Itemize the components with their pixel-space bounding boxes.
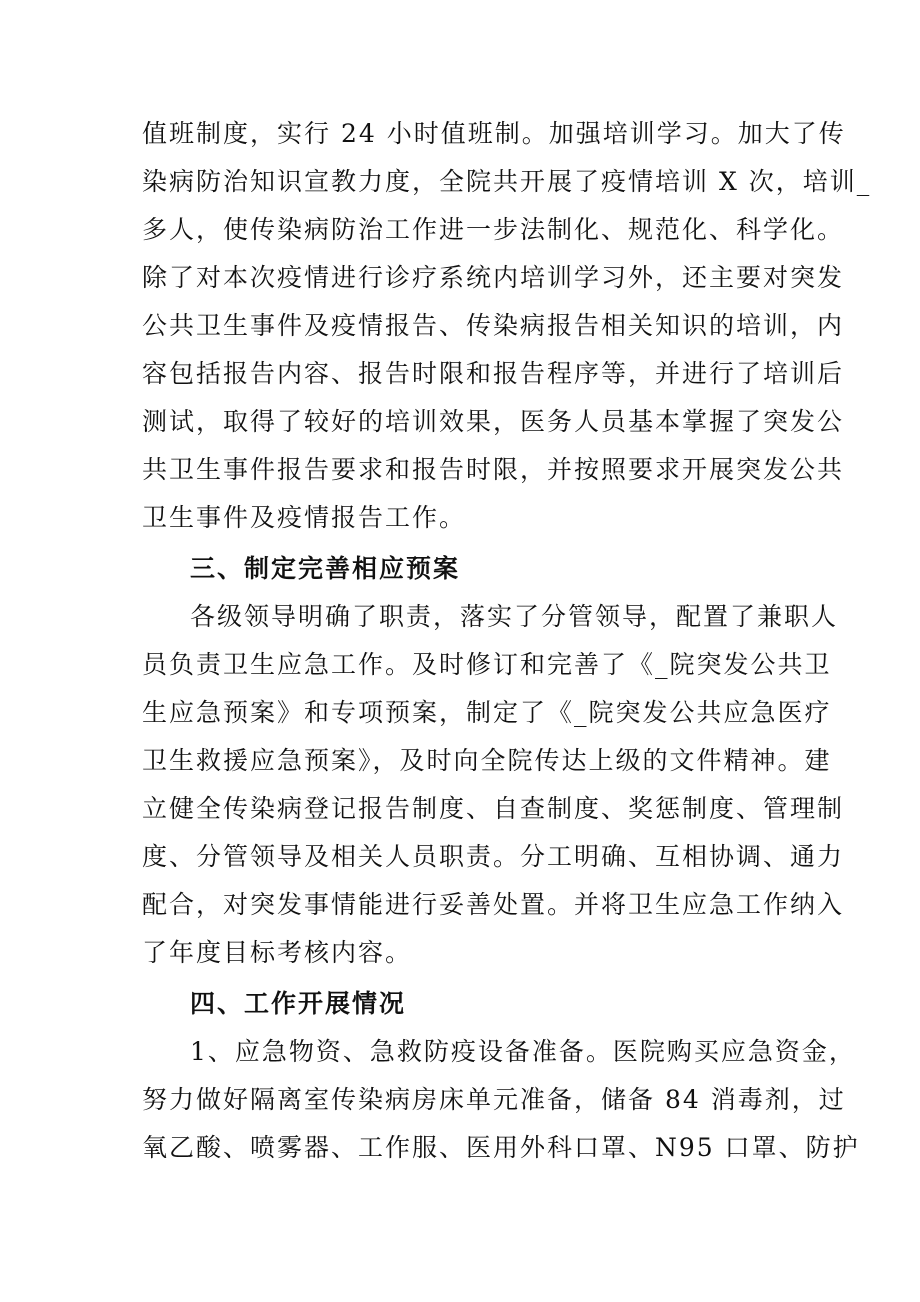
paragraph-line: 共卫生事件报告要求和报告时限，并按照要求开展突发公共 [142, 455, 845, 484]
paragraph-line: 努力做好隔离室传染病房床单元准备，储备 84 消毒剂，过 [142, 1085, 846, 1114]
section-heading: 三、制定完善相应预案 [190, 554, 461, 583]
paragraph-line: 卫生事件及疫情报告工作。 [142, 503, 467, 532]
paragraph-line: 值班制度，实行 24 小时值班制。加强培训学习。加大了传 [142, 119, 846, 148]
paragraph-line: 染病防治知识宣教力度，全院共开展了疫情培训 X 次，培训_ [142, 167, 872, 196]
paragraph-line: 了年度目标考核内容。 [142, 938, 413, 967]
paragraph-line: 除了对本次疫情进行诊疗系统内培训学习外，还主要对突发 [142, 263, 845, 292]
paragraph-line: 公共卫生事件及疫情报告、传染病报告相关知识的培训，内 [142, 311, 845, 340]
paragraph-line: 各级领导明确了职责，落实了分管领导，配置了兼职人 [190, 602, 839, 631]
paragraph-line: 1、应急物资、急救防疫设备准备。医院购买应急资金， [190, 1037, 856, 1066]
paragraph-line: 生应急预案》和专项预案，制定了《_院突发公共应急医疗 [142, 698, 832, 727]
paragraph-line: 卫生救援应急预案》，及时向全院传达上级的文件精神。建 [142, 746, 832, 775]
paragraph-line: 度、分管领导及相关人员职责。分工明确、互相协调、通力 [142, 842, 845, 871]
paragraph-line: 员负责卫生应急工作。及时修订和完善了《_院突发公共卫 [142, 650, 832, 679]
section-heading: 四、工作开展情况 [190, 989, 407, 1018]
paragraph-line: 测试，取得了较好的培训效果，医务人员基本掌握了突发公 [142, 407, 845, 436]
paragraph-line: 容包括报告内容、报告时限和报告程序等，并进行了培训后 [142, 359, 845, 388]
paragraph-line: 多人，使传染病防治工作进一步法制化、规范化、科学化。 [142, 215, 845, 244]
paragraph-line: 立健全传染病登记报告制度、自查制度、奖惩制度、管理制 [142, 794, 845, 823]
paragraph-line: 配合，对突发事情能进行妥善处置。并将卫生应急工作纳入 [142, 890, 845, 919]
paragraph-line: 氧乙酸、喷雾器、工作服、医用外科口罩、N95 口罩、防护 [142, 1133, 860, 1162]
